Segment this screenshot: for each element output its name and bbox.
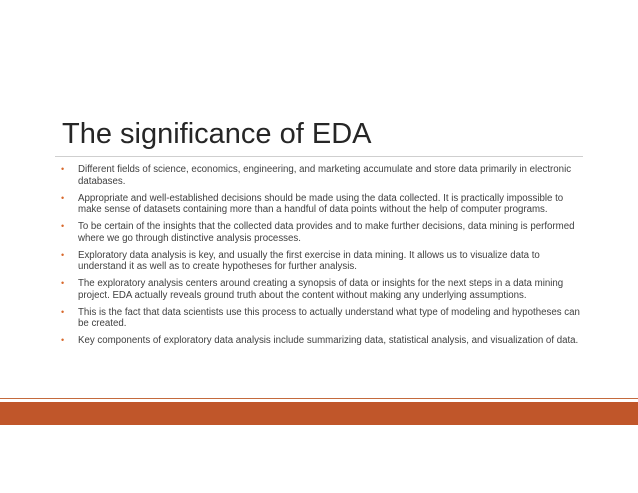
- bullet-text: Key components of exploratory data analysis include summarizing data, statistical analysis, and visualization of data.: [78, 335, 579, 346]
- bullet-item: [55, 164, 585, 187]
- bullet-text: The exploratory analysis centers around creating a synopsis of data or insights for the next steps in a data mining project. EDA actually reveals ground truth about the content without making any underlying assumptions.: [78, 278, 564, 301]
- bullet-item: [55, 193, 585, 216]
- title-divider: [55, 156, 583, 157]
- bullet-dot-icon: •: [61, 164, 65, 174]
- bullet-list: [55, 164, 585, 352]
- bullet-item: [55, 278, 585, 301]
- bullet-item: [55, 250, 585, 273]
- bullet-text: To be certain of the insights that the collected data provides and to make further decisions, data mining is performed where we go through distinctive analysis processes.: [78, 221, 575, 244]
- bullet-item: [55, 221, 585, 244]
- bullet-text: Appropriate and well-established decisions should be made using the data collected. It is practically impossible to make sense of datasets containing more than a handful of data points without the help of computer programs.: [78, 192, 564, 215]
- bullet-item: [55, 307, 585, 330]
- bullet-dot-icon: •: [61, 221, 65, 231]
- bullet-dot-icon: •: [61, 306, 65, 317]
- bullet-text: Exploratory data analysis is key, and usually the first exercise in data mining. It allows us to visualize data to understand it as well as to create hypotheses for further analysis.: [78, 249, 540, 272]
- slide-title: The significance of EDA: [62, 118, 372, 150]
- bullet-dot-icon: •: [61, 278, 65, 288]
- bullet-dot-icon: •: [61, 335, 65, 345]
- bullet-text: Different fields of science, economics, engineering, and marketing accumulate and store data primarily in electronic databases.: [78, 164, 572, 187]
- bullet-dot-icon: •: [61, 192, 65, 203]
- footer-accent-band: [0, 402, 638, 425]
- bullet-dot-icon: •: [61, 249, 65, 260]
- footer-rule: [0, 398, 638, 399]
- bullet-item: [55, 335, 585, 347]
- bullet-text: This is the fact that data scientists use this process to actually understand what type of modeling and hypotheses can be created.: [78, 306, 580, 329]
